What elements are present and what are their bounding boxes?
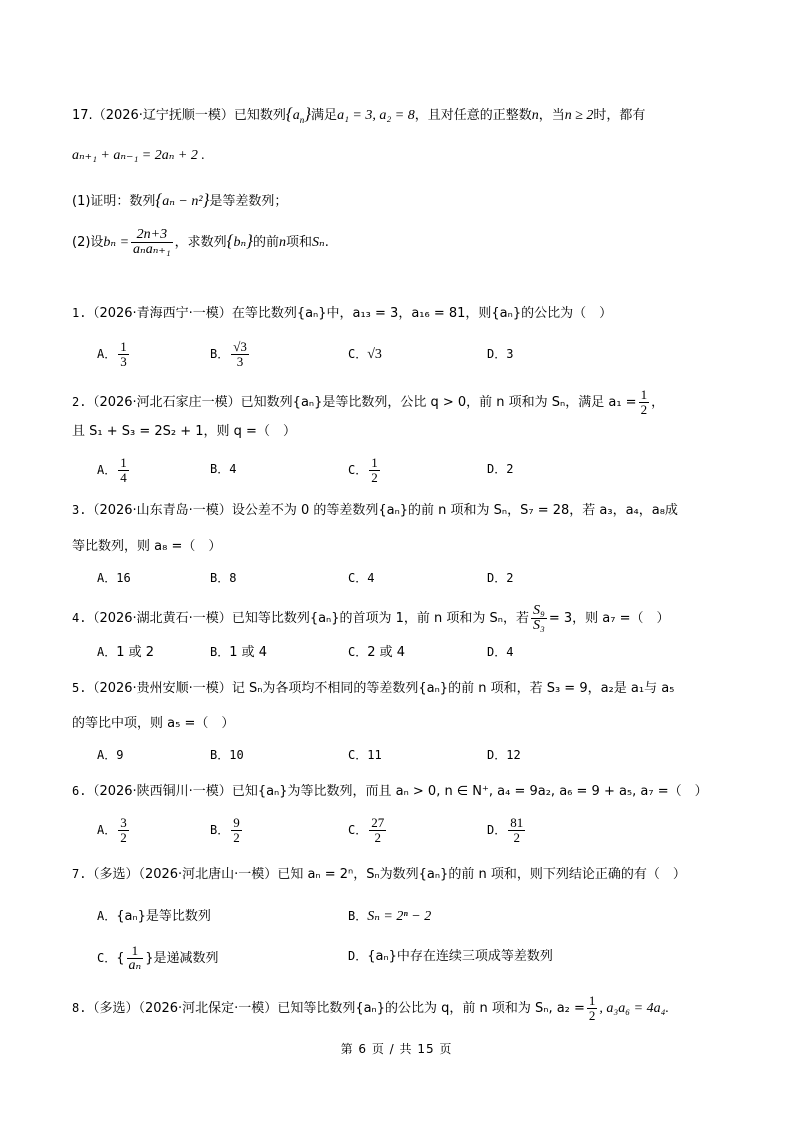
q17-line1 (72, 104, 645, 126)
option-label: D． (487, 645, 507, 659)
option-label: C． (97, 951, 117, 965)
option-value: 4 (367, 571, 375, 585)
q17-part2-end: . (324, 235, 329, 250)
q5-text: 记 Sₙ为各项均不相同的等差数列{aₙ}的前 n 项和，若 S₃ = 9，a₂是 a₁与 a₅ (231, 681, 675, 696)
option-value: 2 或 4 (367, 645, 406, 660)
q17-part2-seq: {bₙ} (226, 231, 253, 250)
q6-option-b[interactable] (210, 816, 244, 845)
q1-option-b[interactable] (210, 340, 251, 369)
option-value: }是递减数列 (145, 951, 219, 966)
option-label: A． (97, 571, 117, 585)
fraction-denominator: 3 (236, 354, 244, 369)
fraction-denominator: 2 (233, 830, 240, 845)
q17-part1-expr-wrap: {aₙ − n²} (155, 190, 210, 209)
fraction-denominator: aₙ (128, 958, 142, 973)
q7-option-d[interactable] (348, 946, 553, 967)
q5-option-d[interactable] (487, 745, 521, 766)
q4-text: 已知等比数列{aₙ}的首项为 1，前 n 项和为 Sₙ，若 (231, 611, 529, 626)
option-label: B． (210, 571, 230, 585)
option-value: Sₙ = 2ⁿ − 2 (367, 909, 432, 924)
q2-text-end: ， (651, 395, 665, 410)
fraction-numerator: 81 (510, 815, 524, 830)
q5-stem-line1 (72, 678, 674, 699)
q1-number: 1. (72, 306, 87, 320)
q2-option-a[interactable] (97, 456, 131, 485)
q8-stem (72, 994, 669, 1023)
option-label: B． (210, 645, 230, 659)
q3-option-d[interactable] (487, 568, 513, 589)
q5-number: 5. (72, 681, 87, 695)
option-value: {aₙ}是等比数列 (116, 909, 211, 924)
option-value: 16 (116, 571, 131, 585)
option-label: C． (348, 645, 368, 659)
page-footer: 第 6 页 / 共 15 页 (340, 1042, 453, 1056)
option-fraction (127, 944, 144, 973)
brace-open: { (116, 951, 125, 966)
fraction-numerator: √3 (233, 339, 247, 354)
fraction-denominator: 2 (588, 1008, 596, 1023)
q17-number: 17. (72, 108, 93, 123)
q8-number: 8. (72, 1001, 87, 1015)
q3-option-c[interactable] (348, 568, 374, 589)
fraction-numerator: 1 (127, 944, 144, 959)
q17-condition2: n ≥ 2 (564, 108, 594, 123)
q2-source: （2026·河北石家庄一模） (86, 395, 241, 410)
option-value: 11 (367, 748, 382, 762)
fraction-denominator: aₙaₙ₊₁ (133, 242, 171, 257)
q4-option-a[interactable] (97, 642, 154, 663)
q6-option-a[interactable] (97, 816, 131, 845)
q8-text: 已知等比数列{aₙ}的公比为 q，前 n 项和为 Sₙ, a₂ = (277, 1001, 585, 1016)
q4-option-c[interactable] (348, 642, 405, 663)
fraction-denominator: 2 (374, 830, 381, 845)
q17-stem: ，且对任意的正整数 (414, 108, 532, 123)
q4-stem (72, 604, 670, 633)
option-label: B． (210, 748, 230, 762)
q1-option-a[interactable] (97, 340, 131, 369)
q7-option-c[interactable] (97, 944, 218, 973)
q8-source: （多选）（2026·河北保定·一模） (86, 1001, 278, 1016)
q17-part2-n: n (279, 235, 286, 250)
q17-recurrence: aₙ₊₁ + aₙ₋₁ = 2aₙ + 2 . (72, 148, 205, 163)
option-value: 1 或 2 (116, 645, 155, 660)
option-label: A． (97, 645, 117, 659)
option-value: 4 (506, 645, 514, 659)
option-label: D． (487, 748, 507, 762)
q17-part2-label: (2)设 (72, 235, 104, 250)
option-value: 10 (229, 748, 244, 762)
q17-stem: 已知数列 (233, 108, 286, 123)
q8-text-end: , a₃a₆ = 4a₄. (599, 1001, 669, 1016)
q7-option-b[interactable] (348, 906, 431, 927)
q17-source: （2026·辽宁抚顺一模） (92, 108, 234, 123)
q17-part1-expr: aₙ − n² (162, 194, 203, 209)
q17-part2-text: 项和 (286, 235, 313, 250)
fraction-numerator: 2n+3 (131, 228, 173, 243)
option-label: D． (348, 949, 368, 963)
q2-text: 已知数列{aₙ}是等比数列，公比 q > 0，前 n 项和为 Sₙ，满足 a₁ = (240, 395, 637, 410)
q17-seq-expr: $\{a_n\}$ (285, 104, 312, 125)
q17-line2 (72, 146, 205, 166)
option-label: C． (348, 571, 368, 585)
q2-option-c[interactable] (348, 456, 382, 485)
q1-option-d[interactable] (487, 344, 513, 365)
q4-source: （2026·湖北黄石·一模） (86, 611, 232, 626)
seq-bn: bₙ (233, 235, 247, 250)
q17-part1-label: (1)证明：数列 (72, 194, 156, 209)
q3-text2: 等比数列，则 a₈ =（ ） (72, 539, 222, 554)
q4-ratio-fraction (531, 604, 547, 633)
q17-part2-fraction (131, 228, 173, 257)
fraction-numerator: 27 (371, 815, 385, 830)
option-label: C． (348, 823, 368, 837)
option-value: 8 (229, 571, 237, 585)
option-label: A． (97, 748, 117, 762)
q7-option-a[interactable] (97, 906, 211, 927)
fraction-denominator: 2 (640, 402, 648, 417)
q3-option-a[interactable] (97, 568, 131, 589)
fraction-denominator: 3 (120, 354, 127, 369)
option-value: √3 (367, 347, 382, 362)
option-label: D． (487, 823, 507, 837)
option-label: C． (348, 347, 368, 361)
q17-stem: ，当 (538, 108, 565, 123)
option-fraction (118, 816, 129, 845)
fraction-numerator: S₉ (532, 603, 545, 618)
option-fraction (369, 816, 386, 845)
option-value: 2 (506, 462, 514, 476)
option-label: A． (97, 909, 117, 923)
q3-text: 设公差不为 0 的等差数列{aₙ}的前 n 项和为 Sₙ，S₇ = 28，若 a₃，a₄，a₈成 (231, 503, 678, 518)
q1-stem (72, 303, 612, 324)
q2-a1-fraction (639, 388, 650, 417)
fraction-denominator: S₃ (532, 618, 545, 633)
q6-option-c[interactable] (348, 816, 388, 845)
q5-option-a[interactable] (97, 745, 123, 766)
option-label: B． (210, 347, 230, 361)
option-fraction (231, 340, 249, 369)
q1-text: 在等比数列{aₙ}中，a₁₃ = 3，a₁₆ = 81，则{aₙ}的公比为（ ） (231, 306, 613, 321)
option-value: 4 (229, 462, 237, 476)
fraction-denominator: 4 (120, 470, 127, 485)
option-value: 1 或 4 (229, 645, 268, 660)
q17-part2-text: ，求数列 (174, 235, 227, 250)
q4-option-d[interactable] (487, 642, 513, 663)
option-label: B． (210, 462, 230, 476)
q2-stem-line1 (72, 388, 664, 417)
option-label: D． (487, 462, 507, 476)
q2-stem-line2 (72, 422, 296, 442)
q17-part2-S: Sₙ (312, 235, 325, 250)
q3-source: （2026·山东青岛·一模） (86, 503, 232, 518)
q3-stem-line1 (72, 500, 678, 521)
fraction-denominator: 2 (371, 470, 378, 485)
q3-stem-line2 (72, 537, 221, 557)
option-value: {aₙ}中存在连续三项成等差数列 (367, 949, 553, 964)
option-fraction (231, 816, 242, 845)
option-label: D． (487, 571, 507, 585)
option-label: D． (487, 347, 507, 361)
q6-source: （2026·陕西铜川·一模） (86, 784, 232, 799)
option-value: 12 (506, 748, 521, 762)
q17-part2-bn: bₙ = (103, 235, 130, 250)
fraction-numerator: 9 (233, 815, 240, 830)
option-label: B． (210, 823, 230, 837)
q17-part1 (72, 190, 287, 212)
q1-source: （2026·青海西宁·一模） (86, 306, 232, 321)
fraction-numerator: 1 (640, 387, 648, 402)
q5-option-c[interactable] (348, 745, 382, 766)
fraction-numerator: 1 (588, 993, 596, 1008)
q17-condition: a₁ = 3, a₂ = 8 (337, 108, 415, 123)
option-fraction (118, 340, 129, 369)
q17-part2-text: 的前 (252, 235, 279, 250)
option-fraction (369, 456, 380, 485)
q7-source: （多选）（2026·河北唐山·一模） (86, 867, 278, 882)
q5-source: （2026·贵州安顺·一模） (86, 681, 232, 696)
q2-option-b[interactable] (210, 459, 236, 480)
q5-text2: 的等比中项，则 a₅ =（ ） (72, 716, 235, 731)
q5-option-b[interactable] (210, 745, 244, 766)
option-label: C． (348, 463, 368, 477)
q4-option-b[interactable] (210, 642, 267, 663)
q4-text-end: = 3，则 a₇ =（ ） (548, 611, 670, 626)
option-label: A． (97, 463, 117, 477)
q3-option-b[interactable] (210, 568, 236, 589)
option-label: B． (348, 909, 368, 923)
q1-option-c[interactable] (348, 344, 382, 365)
q7-text: 已知 aₙ = 2ⁿ，Sₙ为数列{aₙ}的前 n 项和，则下列结论正确的有（ ） (277, 867, 686, 882)
q17-part1-tail: 是等差数列； (209, 194, 288, 209)
q6-number: 6. (72, 784, 87, 798)
q6-stem (72, 781, 708, 802)
q5-stem-line2 (72, 714, 234, 734)
fraction-numerator: 3 (120, 815, 127, 830)
q17-part2 (72, 228, 329, 257)
fraction-numerator: 1 (371, 455, 378, 470)
option-value: 2 (506, 571, 514, 585)
q17-var-n: n (531, 108, 539, 123)
option-label: C． (348, 748, 368, 762)
option-label: A． (97, 347, 117, 361)
option-label: A． (97, 823, 117, 837)
q3-number: 3. (72, 503, 87, 517)
fraction-numerator: 1 (120, 339, 127, 354)
fraction-numerator: 1 (120, 455, 127, 470)
q2-text2: 且 S₁ + S₃ = 2S₂ + 1，则 q =（ ） (72, 424, 296, 439)
q7-stem (72, 864, 686, 885)
option-value: 3 (506, 347, 514, 361)
option-fraction (508, 816, 525, 845)
q2-number: 2. (72, 395, 87, 409)
q6-option-d[interactable] (487, 816, 527, 845)
q17-stem: 时，都有 (593, 108, 646, 123)
option-value: 9 (116, 748, 124, 762)
q8-fraction (587, 994, 598, 1023)
q17-stem: 满足 (311, 108, 338, 123)
q2-option-d[interactable] (487, 459, 513, 480)
q4-number: 4. (72, 611, 87, 625)
q6-text: 已知{aₙ}为等比数列，而且 aₙ > 0, n ∈ N⁺, a₄ = 9a₂, a₆ = 9 + a₅, a₇ =（ ） (231, 784, 708, 799)
fraction-denominator: 2 (513, 830, 520, 845)
q7-number: 7. (72, 867, 87, 881)
fraction-denominator: 2 (120, 830, 127, 845)
option-fraction (118, 456, 129, 485)
